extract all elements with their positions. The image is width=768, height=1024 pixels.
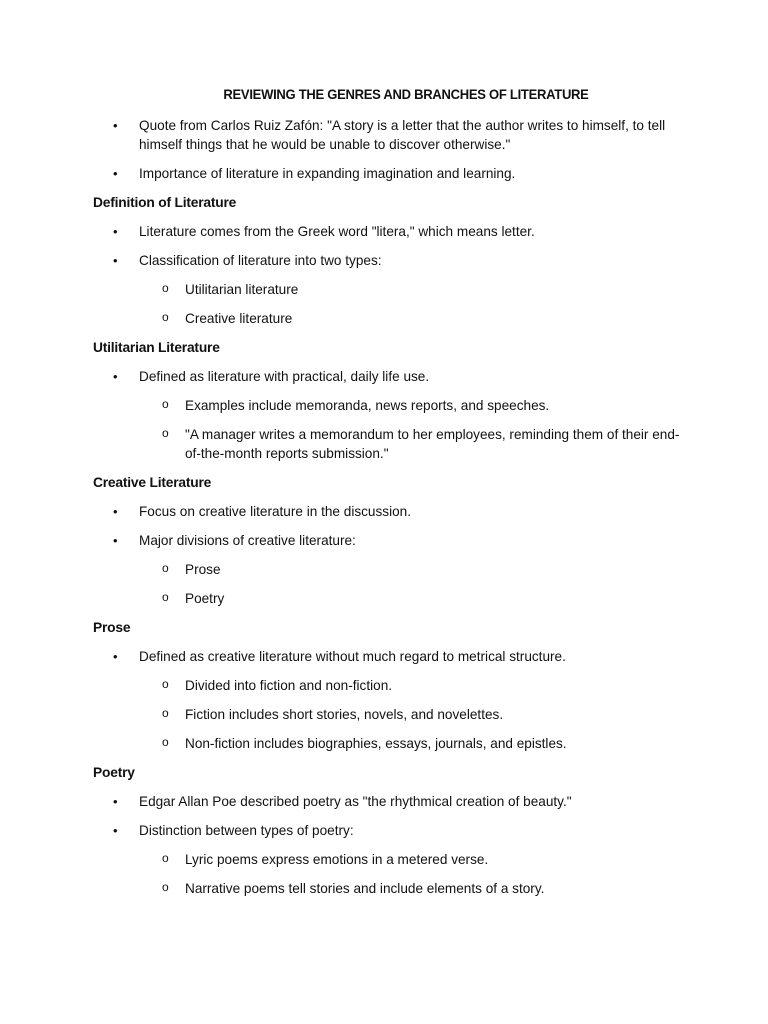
sub-bullet-text: Utilitarian literature [185,282,299,297]
bullet-mark: • [113,253,118,268]
sub-bullet-text: Fiction includes short stories, novels, and novelettes. [185,707,504,722]
bullet-mark: • [113,166,118,181]
list-item [93,222,693,241]
sub-bullet-mark: o [162,677,169,691]
bullet-text: Quote from Carlos Ruiz Zafón: "A story is a letter that the author writes to himself, to tell himself things that he would be unable to discover otherwise." [139,118,666,152]
sub-bullet-text: Lyric poems express emotions in a metered verse. [185,852,489,867]
sub-list-item [93,425,693,463]
bullet-text: Edgar Allan Poe described poetry as "the rhythmical creation of beauty." [139,794,572,809]
bullet-mark: • [113,649,118,664]
bullet-mark: • [113,369,118,384]
sub-bullet-text: Poetry [185,591,225,606]
sub-bullet-mark: o [162,851,169,865]
bullet-text: Major divisions of creative literature: [139,533,356,548]
sub-bullet-text: Divided into fiction and non-fiction. [185,678,393,693]
sub-list-item [93,280,693,299]
list-item [93,647,693,666]
sub-bullet-mark: o [162,561,169,575]
sub-list-item [93,396,693,415]
section-heading-poetry: Poetry [93,765,135,780]
section-heading-utilitarian: Utilitarian Literature [93,340,220,355]
bullet-text: Defined as literature with practical, daily life use. [139,369,430,384]
section-heading-definition: Definition of Literature [93,195,237,210]
list-item [93,251,693,270]
sub-bullet-text: Creative literature [185,311,293,326]
sub-bullet-mark: o [162,281,169,295]
list-item [93,502,693,521]
sub-bullet-text: Narrative poems tell stories and include elements of a story. [185,881,545,896]
sub-list-item [93,879,693,898]
section-heading-creative: Creative Literature [93,475,212,490]
list-item [93,531,693,550]
bullet-text: Literature comes from the Greek word "litera," which means letter. [139,224,535,239]
bullet-text: Classification of literature into two types: [139,253,382,268]
bullet-mark: • [113,118,118,133]
document-body [93,116,693,908]
sub-bullet-mark: o [162,706,169,720]
bullet-text: Defined as creative literature without much regard to metrical structure. [139,649,566,664]
bullet-mark: • [113,533,118,548]
list-item [93,821,693,840]
sub-list-item [93,589,693,608]
section-heading-prose: Prose [93,620,131,635]
list-item [93,367,693,386]
bullet-mark: • [113,794,118,809]
intro-bullet-importance [93,164,693,183]
bullet-text: Importance of literature in expanding imagination and learning. [139,166,516,181]
bullet-text: Distinction between types of poetry: [139,823,354,838]
sub-bullet-mark: o [162,880,169,894]
sub-bullet-text: Prose [185,562,221,577]
sub-list-item [93,850,693,869]
bullet-mark: • [113,224,118,239]
document-title: REVIEWING THE GENRES AND BRANCHES OF LITERATURE [223,86,589,102]
sub-bullet-text: Non-fiction includes biographies, essays, journals, and epistles. [185,736,567,751]
bullet-mark: • [113,823,118,838]
sub-list-item [93,734,693,753]
sub-list-item [93,560,693,579]
sub-bullet-text: "A manager writes a memorandum to her employees, reminding them of their end-of-the-month reports submission." [185,427,680,461]
sub-bullet-mark: o [162,397,169,411]
sub-list-item [93,705,693,724]
intro-bullet-quote [93,116,693,154]
list-item [93,792,693,811]
sub-bullet-text: Examples include memoranda, news reports, and speeches. [185,398,550,413]
sub-bullet-mark: o [162,590,169,604]
bullet-text: Focus on creative literature in the discussion. [139,504,412,519]
bullet-mark: • [113,504,118,519]
sub-bullet-mark: o [162,310,169,324]
sub-bullet-mark: o [162,735,169,749]
sub-list-item [93,676,693,695]
sub-list-item [93,309,693,328]
sub-bullet-mark: o [162,426,169,440]
